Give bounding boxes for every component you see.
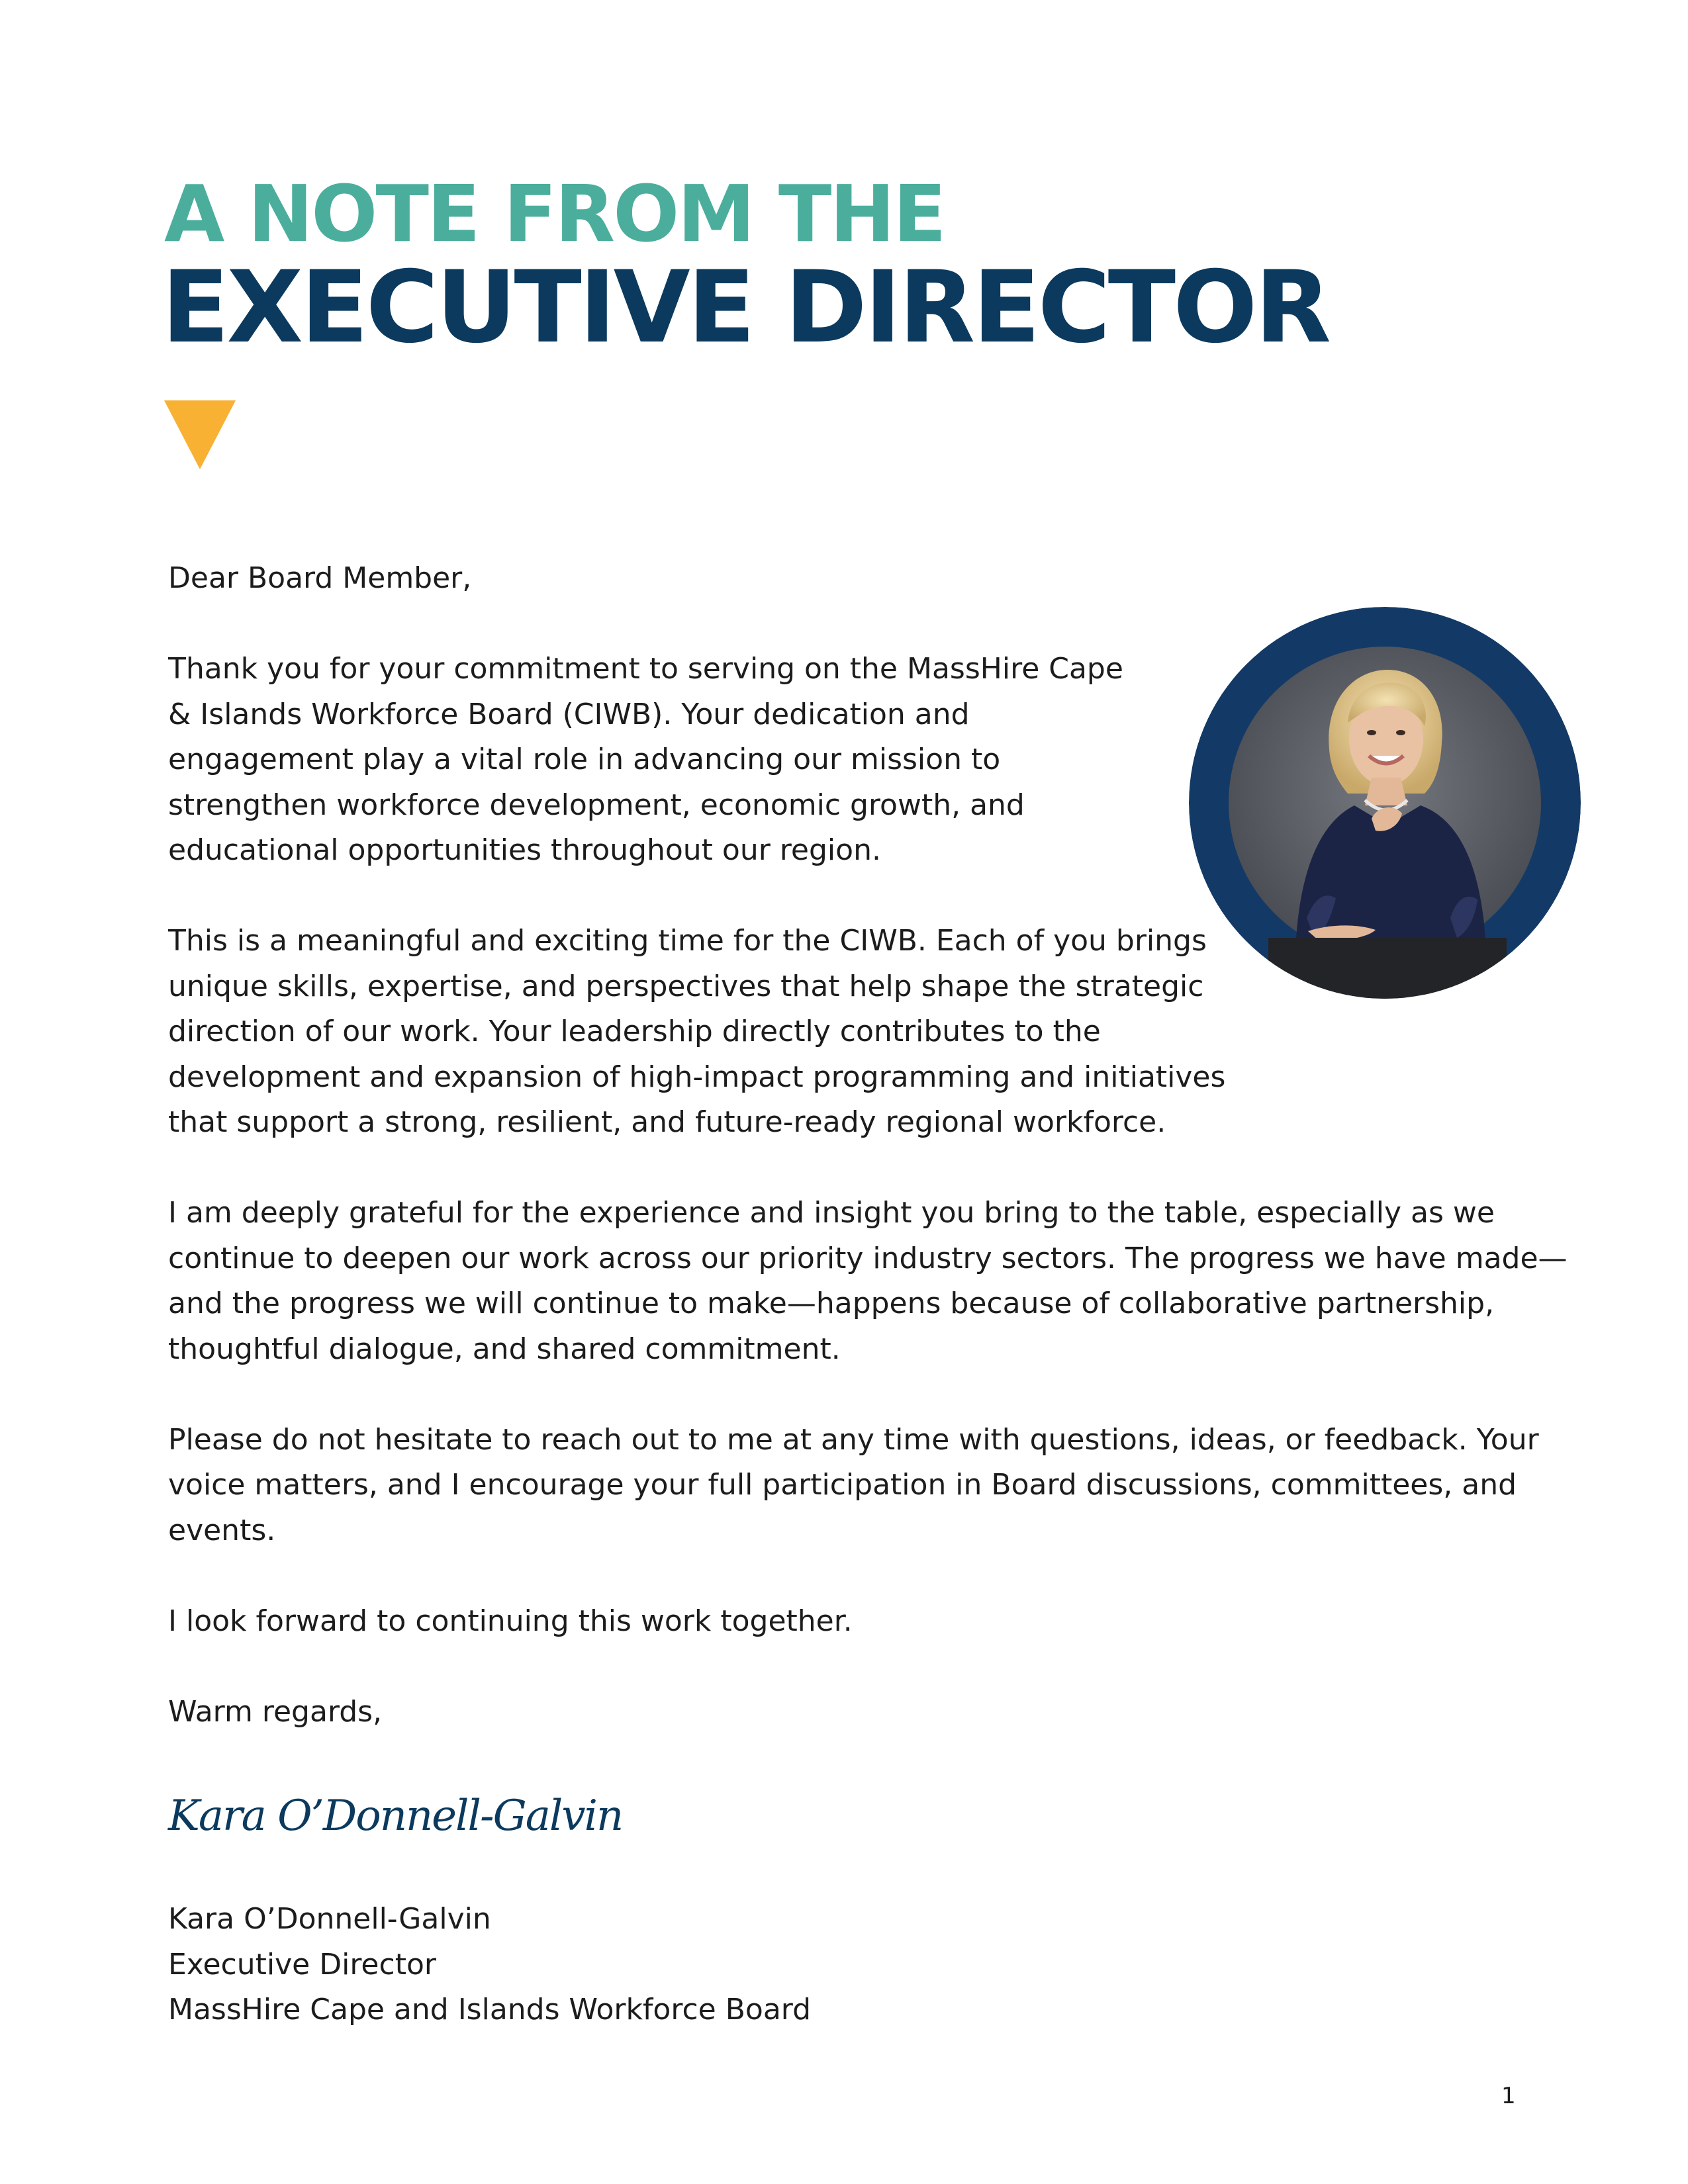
salutation: Dear Board Member, [168,561,472,595]
closing: Warm regards, [168,1694,383,1729]
signature: Kara O’Donnell-Galvin [168,1791,623,1841]
paragraph-1: Thank you for your commitment to serving on the MassHire Cape & Islands Workforce Board (CIWB). Your dedication and engagement play a vital role in advancing our mission to strengthen workforce development, economic growth, and educational opportunities throughout our region. [168,652,1123,867]
signer-name: Kara O’Donnell-Galvin [168,1902,491,1936]
paragraph-2: This is a meaningful and exciting time for the CIWB. Each of you brings unique skills, expertise, and perspectives that help shape the strategic direction of our work. Your leadership directly contributes to the development and expansion of high-impact programming and initiatives that support a strong, resilient, and future-ready regional workforce. [168,924,1226,1139]
signer-organization: MassHire Cape and Islands Workforce Board [168,1993,812,2026]
title-line-1: A NOTE FROM THE [164,168,945,259]
title-line-2: EXECUTIVE DIRECTOR [162,250,1329,365]
triangle-down-icon [164,400,236,469]
paragraph-4: Please do not hesitate to reach out to me at any time with questions, ideas, or feedback. Your voice matters, and I encourage your full participation in Board discussions, committees, and events. [168,1422,1539,1547]
signer-title: Executive Director [168,1947,436,1981]
paragraph-5: I look forward to continuing this work together. [168,1604,853,1638]
paragraph-3: I am deeply grateful for the experience and insight you bring to the table, especially as we continue to deepen our work across our priority industry sectors. The progress we have made—and the progress we will continue to make—happens because of collaborative partnership, thoughtful dialogue, and shared commitment. [168,1196,1568,1366]
letter-body [168,556,1591,2033]
page-number: 1 [1501,2083,1516,2109]
